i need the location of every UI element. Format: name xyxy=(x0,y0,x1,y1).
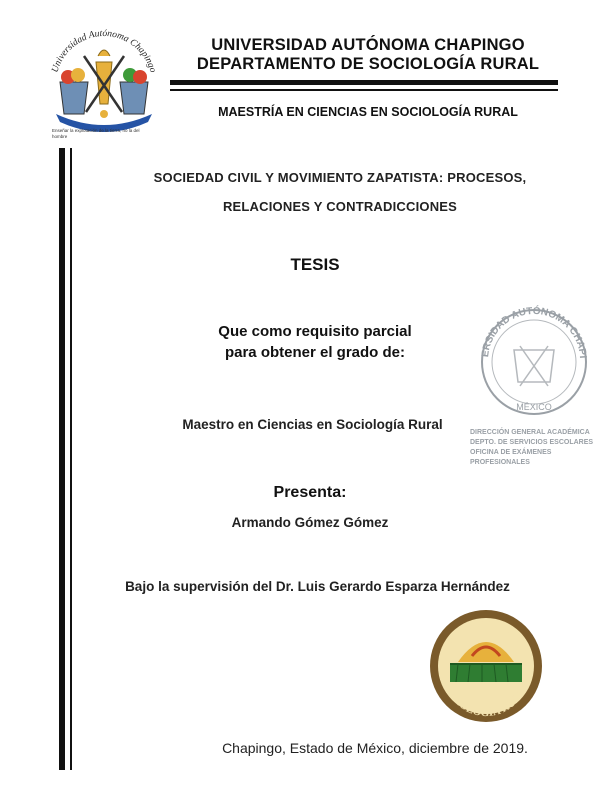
socio-arc-text: NIVERSIDAD AUTÓNOMA CHAPING xyxy=(438,618,534,668)
supervisor-line: Bajo la supervisión del Dr. Luis Gerardo Esparza Hernández xyxy=(125,579,510,594)
left-rule-thin xyxy=(70,148,72,770)
place-date: Chapingo, Estado de México, diciembre de 2019. xyxy=(222,740,528,756)
stamp-text-block xyxy=(470,428,595,468)
university-name: UNIVERSIDAD AUTÓNOMA CHAPINGO xyxy=(211,36,525,54)
stamp-line3: OFICINA DE EXÁMENES PROFESIONALES xyxy=(470,449,552,466)
header-rule-thick xyxy=(170,80,558,85)
stamp-line2: DEPTO. DE SERVICIOS ESCOLARES xyxy=(470,439,594,446)
thesis-title-line1: SOCIEDAD CIVIL Y MOVIMIENTO ZAPATISTA: PROCESOS, xyxy=(153,170,527,185)
document-type: TESIS xyxy=(290,255,340,274)
department-name: DEPARTAMENTO DE SOCIOLOGÍA RURAL xyxy=(196,55,540,73)
left-rule-thick xyxy=(59,148,65,770)
thesis-title-line2: RELACIONES Y CONTRADICCIONES xyxy=(222,199,458,214)
thesis-title xyxy=(100,163,580,221)
seal-arc-text: Universidad Autónoma Chapingo xyxy=(50,28,158,74)
requirement-line1: Que como requisito parcial xyxy=(218,323,412,340)
stamp-arc-text: ERSIDAD AUTÓNOMA CHAPI xyxy=(480,305,588,359)
presents-label: Presenta: xyxy=(273,484,347,501)
header-block xyxy=(168,36,568,74)
seal-motto: Enseñar la explotación de la tierra, no la del hombre xyxy=(52,128,140,139)
header-rule-thin xyxy=(170,89,558,91)
socio-bottom-text: SOCIOLOGÍA RURAL xyxy=(441,680,531,720)
stamp-bottom-text: MÉXICO xyxy=(516,402,552,412)
requirement-text xyxy=(100,321,530,363)
stamp-line1: DIRECCIÓN GENERAL ACADÉMICA xyxy=(470,429,590,436)
sociologia-rural-logo-icon xyxy=(428,608,544,724)
requirement-line2: para obtener el grado de: xyxy=(224,344,406,361)
author-name: Armando Gómez Gómez xyxy=(231,515,389,530)
program-name: MAESTRÍA EN CIENCIAS EN SOCIOLOGÍA RURAL xyxy=(218,105,518,119)
degree-name: Maestro en Ciencias en Sociología Rural xyxy=(182,417,443,432)
